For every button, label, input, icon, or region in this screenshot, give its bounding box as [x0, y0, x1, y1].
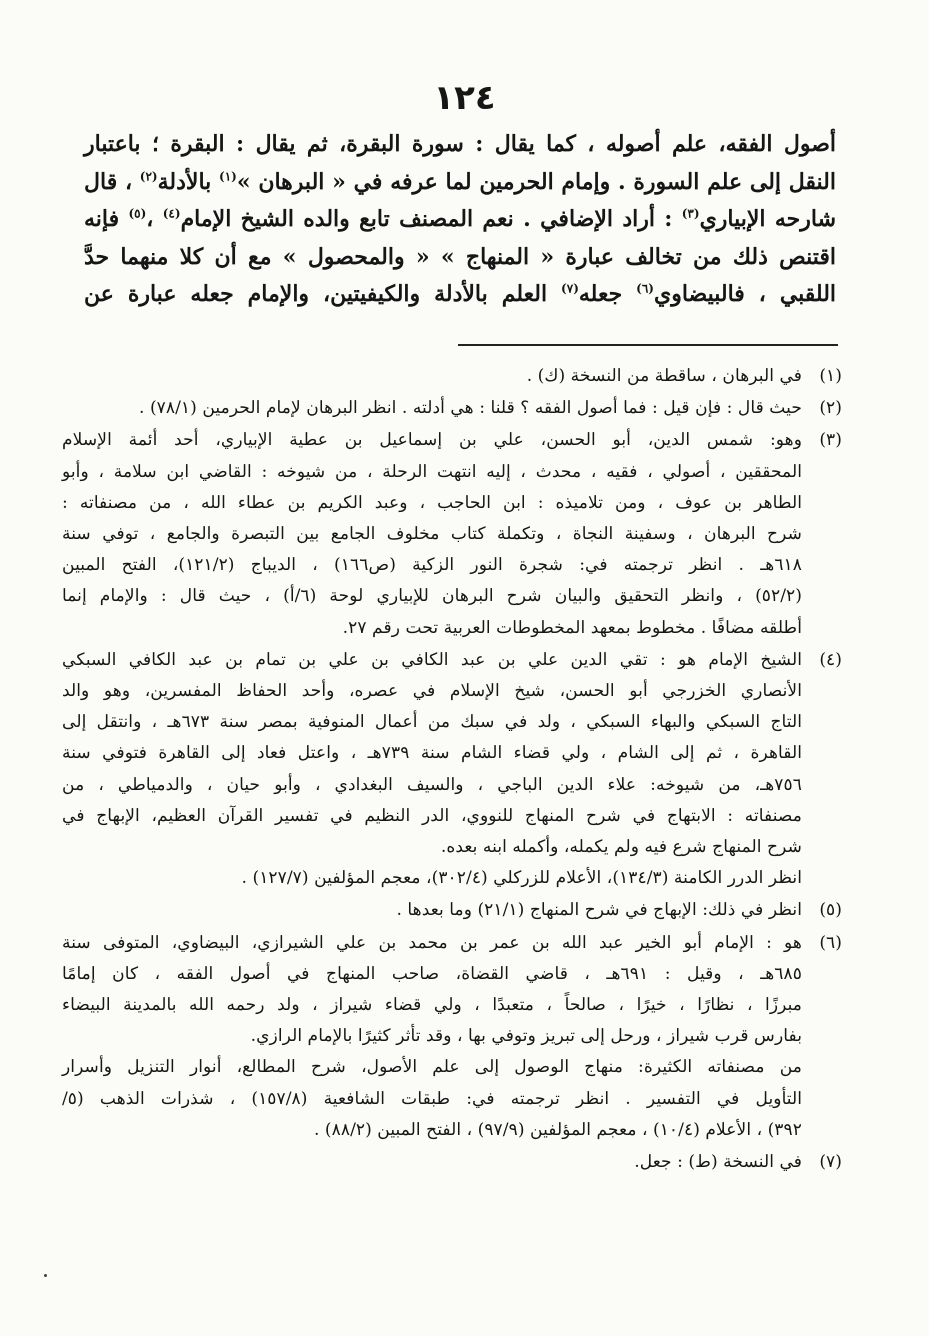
page-number: ١٢٤ — [433, 78, 496, 118]
footnote-line: (٥٢/٢) ، وانظر التحقيق والبيان شرح البرهان للإبياري لوحة (٦/أ) ، حيث قال : والإمام إنما — [62, 586, 802, 607]
footnote-line: مصنفاته : الابتهاج في شرح المنهاج للنووي، الدر النظيم في تفسير القرآن العظيم، الإبهاج في — [62, 805, 802, 826]
footnotes — [62, 361, 842, 1178]
footnote-line: بفارس قرب شيراز ، ورحل إلى تبريز وتوفي بها ، وقد تأثر كثيرًا بالإمام الرازي. — [250, 1026, 802, 1047]
footnote-ref[interactable]: (٣) — [681, 206, 700, 221]
main-line — [84, 126, 836, 164]
footnote-line: الطاهر بن عوف ، ومن تلاميذه : ابن الحاجب ، وعبد الكريم بن عطاء الله ، من مصنفاته : — [62, 492, 802, 513]
main-text-segment: العلم بالأدلة والكيفيتين، والإمام جعله عبارة عن — [84, 281, 562, 308]
footnote-1 — [62, 361, 842, 392]
footnote-ref[interactable]: (١) — [219, 169, 237, 184]
scan-speck — [44, 1274, 47, 1277]
footnote-line: مبرزًا ، نظارًا ، خيرًا ، صالحاً ، متعبدًا ، ولي قضاء شيراز ، ولد رحمه الله بالمدينة البيضاء — [62, 995, 802, 1016]
footnote-line: التاج السبكي والبهاء السبكي ، ولد في سبك من أعمال المنوفية بمصر سنة ٦٧٣هـ ، وانتقل إلى — [62, 712, 802, 733]
footnote-number: (٢) — [819, 398, 842, 419]
footnote-number: (٣) — [819, 430, 842, 451]
footnote-line: التأويل في التفسير . انظر ترجمته في: طبقات الشافعية (١٥٧/٨) ، شذرات الذهب (٥/ — [62, 1088, 803, 1109]
footnote-line: ٧٥٦هـ، من شيوخه: علاء الدين الباجي ، والسيف البغدادي ، وأبو حيان ، والدمياطي ، من — [62, 774, 802, 795]
footnote-line: هو : الإمام أبو الخير عبد الله بن عمر بن محمد بن علي الشيرازي، البيضاوي، المتوفى سنة — [62, 932, 802, 953]
footnote-7 — [62, 1147, 842, 1178]
footnote-number: (٥) — [819, 900, 842, 921]
footnote-line: أطلقه مضافًا . مخطوط بمعهد المخطوطات العربية تحت رقم ٢٧. — [342, 617, 802, 638]
main-text-segment: اللقبي ، فالبيضاوي — [653, 281, 837, 308]
footnote-ref[interactable]: (٤) — [162, 206, 181, 221]
main-text-segment: شارحه الإبياري — [699, 206, 837, 233]
footnote-number: (٤) — [819, 649, 842, 670]
footnote-divider — [458, 344, 838, 346]
main-text — [84, 126, 836, 314]
footnote-line: شرح المنهاج شرع فيه ولم يكمله، وأكمله ابنه بعده. — [440, 837, 802, 858]
main-text-segment: بالأدلة — [157, 168, 220, 195]
footnote-6 — [62, 928, 842, 1146]
footnote-ref[interactable]: (٧) — [561, 282, 579, 297]
footnote-3 — [62, 425, 842, 643]
main-text-segment: : أراد الإضافي . نعم المصنف تابع والده الشيخ الإمام — [180, 206, 682, 233]
footnote-line: حيث قال : فإن قيل : فما أصول الفقه ؟ قلنا : هي أدلته . انظر البرهان لإمام الحرمين (٧٨/١) . — [139, 398, 802, 419]
footnote-line: ٦٨٥هـ ، وقيل : ٦٩١هـ ، قاضي القضاة، صاحب المنهاج في أصول الفقه ، كان إمامًا — [62, 963, 802, 984]
main-line — [84, 239, 836, 277]
footnote-ref[interactable]: (٥) — [128, 206, 147, 221]
footnote-line: الشيخ الإمام هو : تقي الدين علي بن عبد الكافي بن علي بن تمام بن عبد الكافي السبكي — [62, 649, 802, 670]
main-text-segment: أصول الفقه، علم أصوله ، كما يقال : سورة البقرة، ثم يقال : البقرة ؛ باعتبار — [84, 131, 836, 157]
footnote-ref[interactable]: (٦) — [636, 282, 654, 297]
main-text-segment: ، — [146, 206, 163, 233]
footnote-line: المحققين ، أصولي ، فقيه ، محدث ، إليه انتهت الرحلة ، من شيوخه : القاضي ابن سلامة ، وأبو — [62, 461, 802, 482]
footnote-5 — [62, 895, 842, 926]
footnote-line: في النسخة (ط) : جعل. — [634, 1152, 802, 1173]
footnote-line: شرح البرهان ، وسفينة النجاة ، وتكملة كتاب مخلوف الجامع بين التبصرة والجامع ، توفي سنة — [62, 524, 802, 545]
footnote-line: الأنصاري الخزرجي أبو الحسن، شيخ الإسلام في عصره، وأحد الحفاظ المفسرين، وهو والد — [62, 681, 802, 702]
footnote-number: (٦) — [819, 932, 842, 953]
footnote-line: في البرهان ، ساقطة من النسخة (ك) . — [526, 366, 802, 386]
footnote-line: انظر في ذلك: الإبهاج في شرح المنهاج (٢١/١) وما بعدها . — [396, 900, 802, 921]
main-text-segment: ، قال — [84, 168, 140, 195]
footnote-number: (٧) — [819, 1152, 842, 1173]
main-text-segment: اقتنص ذلك من تخالف عبارة « المنهاج » « والمحصول » مع أن كلا منهما حدَّ — [84, 243, 836, 270]
footnote-2 — [62, 393, 842, 424]
footnote-line: انظر الدرر الكامنة (١٣٤/٣)، الأعلام للزركلي (٣٠٢/٤)، معجم المؤلفين (١٢٧/٧) . — [241, 868, 802, 889]
footnote-line: ٦١٨هـ . انظر ترجمته في: شجرة النور الزكية (ص١٦٦) ، الديباج (١٢١/٢)، الفتح المبين — [62, 555, 803, 576]
main-line — [84, 164, 836, 202]
footnote-number: (١) — [819, 366, 842, 386]
footnote-line: وهو: شمس الدين، أبو الحسن، علي بن إسماعيل بن عطية الإبياري، أحد أئمة الإسلام — [62, 430, 802, 451]
main-line — [84, 201, 836, 239]
footnote-line: من مصنفاته الكثيرة: منهاج الوصول إلى علم الأصول، شرح المطالع، أنوار التنزيل وأسرار — [62, 1057, 802, 1078]
footnote-4 — [62, 645, 842, 895]
main-text-segment: فإنه — [84, 206, 129, 233]
main-text-segment: النقل إلى علم السورة . وإمام الحرمين لما عرفه في « البرهان » — [236, 168, 836, 195]
footnote-ref[interactable]: (٢) — [139, 169, 158, 184]
main-text-segment: جعله — [578, 281, 637, 308]
main-line — [84, 276, 836, 314]
footnote-line: ٣٩٢) ، الأعلام (١٠/٤) ، معجم المؤلفين (٩٧/٩) ، الفتح المبين (٨٨/٢) . — [313, 1119, 802, 1140]
footnote-line: القاهرة ، ثم إلى الشام ، ولي قضاء الشام سنة ٧٣٩هـ ، واعتل فعاد إلى القاهرة فتوفي سنة — [62, 743, 802, 764]
